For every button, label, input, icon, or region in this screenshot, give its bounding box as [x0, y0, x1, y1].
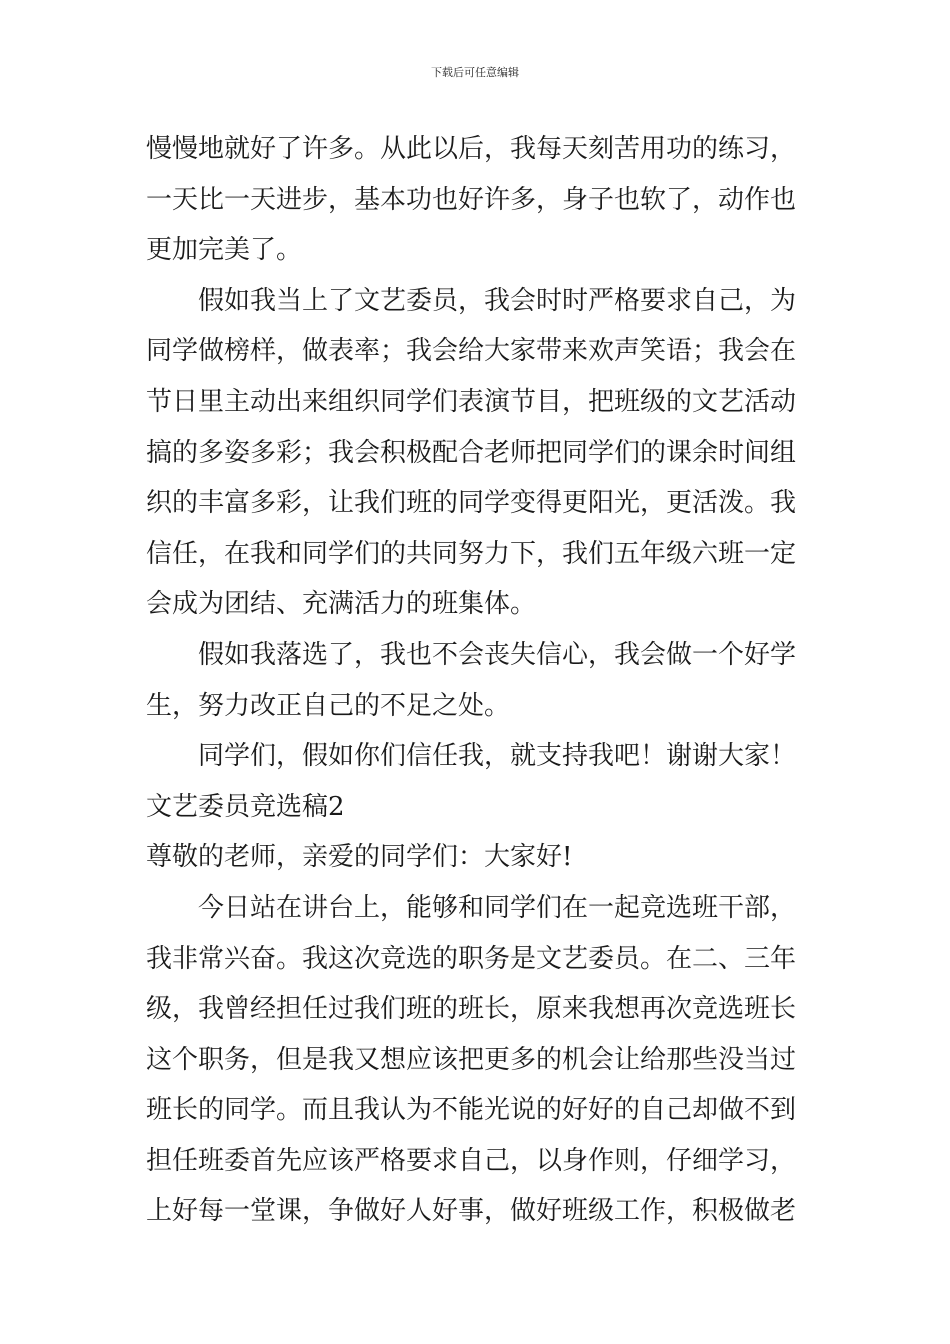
paragraph-start-line: 同学们，假如你们信任我，就支持我吧！谢谢大家！	[198, 741, 797, 772]
text-line: 一天比一天进步，基本功也好许多，身子也软了，动作也	[146, 184, 797, 215]
text-line: 生，努力改正自己的不足之处。	[146, 690, 511, 721]
paragraph-start-line: 今日站在讲台上，能够和同学们在一起竞选班干部，	[198, 892, 797, 923]
text-line: 会成为团结、充满活力的班集体。	[146, 589, 537, 620]
text-line: 节日里主动出来组织同学们表演节目，把班级的文艺活动	[146, 386, 797, 417]
text-line: 搞的多姿多彩；我会积极配合老师把同学们的课余时间组	[146, 437, 797, 468]
text-line: 更加完美了。	[146, 235, 303, 266]
text-line: 我非常兴奋。我这次竞选的职务是文艺委员。在二、三年	[146, 943, 797, 974]
text-line: 织的丰富多彩，让我们班的同学变得更阳光，更活泼。我	[146, 488, 797, 519]
page-header: 下载后可任意编辑	[431, 66, 519, 79]
text-line: 担任班委首先应该严格要求自己，以身作则，仔细学习，	[146, 1145, 797, 1176]
text-line: 班长的同学。而且我认为不能光说的好好的自己却做不到	[146, 1095, 797, 1126]
section-title: 文艺委员竞选稿2	[146, 791, 345, 822]
document-body	[146, 124, 808, 1237]
text-line: 慢慢地就好了许多。从此以后，我每天刻苦用功的练习，	[146, 134, 797, 164]
text-line: 级，我曾经担任过我们班的班长，原来我想再次竞选班长	[146, 994, 797, 1025]
text-line: 上好每一堂课，争做好人好事，做好班级工作，积极做老	[146, 1196, 797, 1227]
paragraph-start-line: 假如我当上了文艺委员，我会时时严格要求自己，为	[198, 285, 797, 316]
text-line: 信任，在我和同学们的共同努力下，我们五年级六班一定	[146, 538, 797, 569]
paragraph-start-line: 假如我落选了，我也不会丧失信心，我会做一个好学	[198, 639, 797, 670]
salutation: 尊敬的老师，亲爱的同学们：大家好!	[146, 842, 573, 873]
text-line: 同学做榜样，做表率；我会给大家带来欢声笑语；我会在	[146, 336, 797, 367]
text-line: 这个职务，但是我又想应该把更多的机会让给那些没当过	[146, 1044, 797, 1075]
